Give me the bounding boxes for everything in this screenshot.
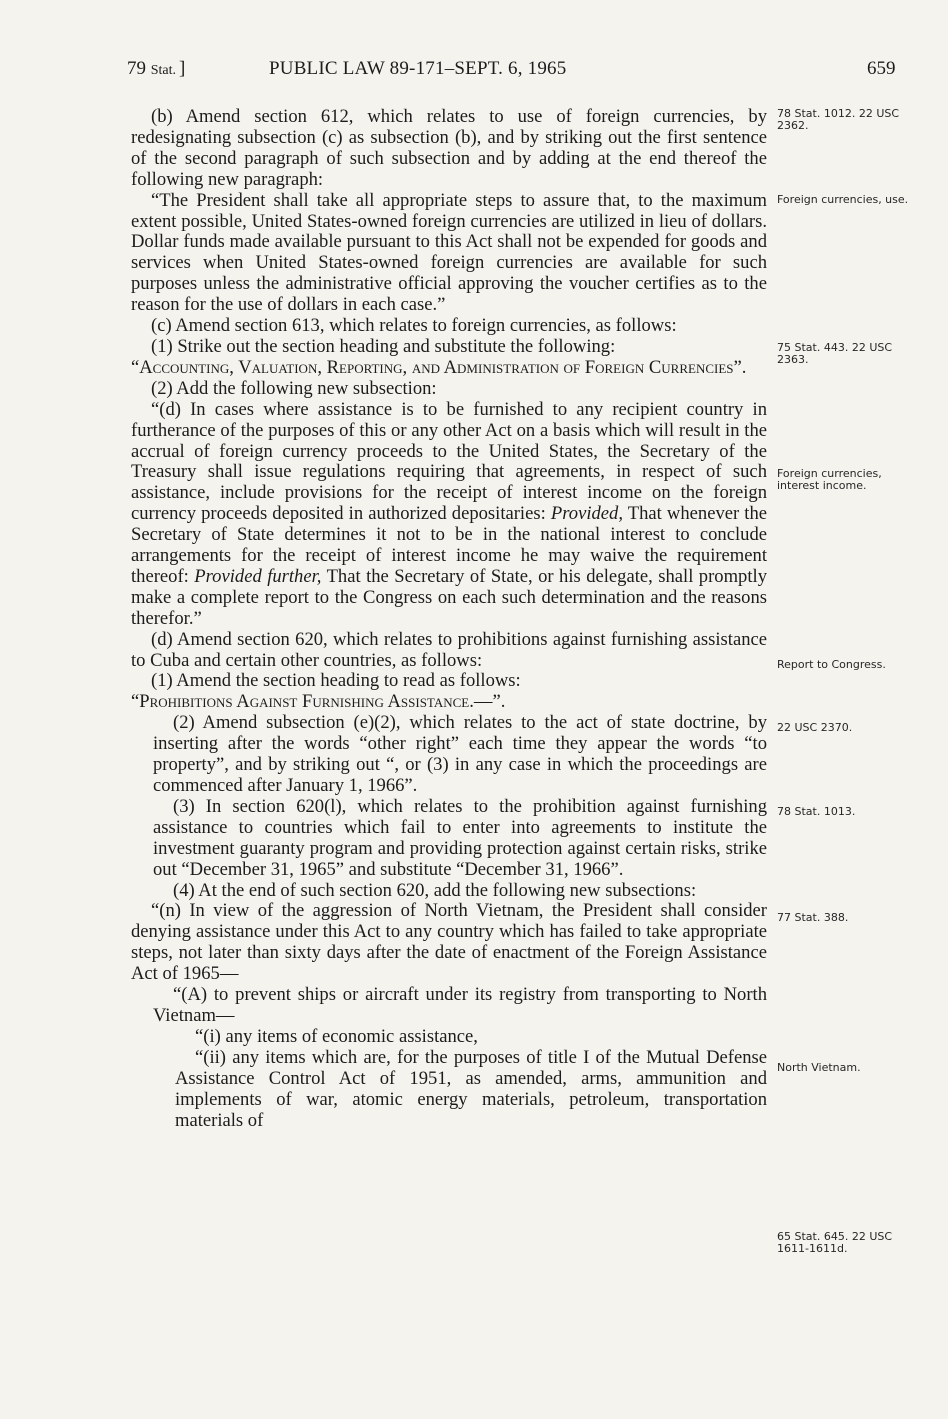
margin-note-interest-income: Foreign currencies, interest income. [777,467,882,492]
paragraph-d-text-c: That the Secretary of State, or his delegate, shall promptly make a complete report to the Congress on each such determination and the reasons therefor.” [131,565,767,629]
margin-note-77-stat-388: 77 Stat. 388. [777,911,849,924]
paragraph-d3-section-620l: (3) In section 620(l), which relates to the prohibition against furnishing assistance to countries which fail to enter into agreements to institute the investment guaranty program and providing protection against certain risks, strike out “December 31, 1965” and substitute “December 31, 1966”. [153,795,767,880]
section-heading-accounting: “Accounting, Valuation, Reporting, and Administration of Foreign Currencies”. [131,356,747,378]
paragraph-d-interest-income [131,400,767,630]
paragraph-c1-strike-heading: (1) Strike out the section heading and substitute the following: [151,335,616,357]
paragraph-d1-amend-heading: (1) Amend the section heading to read as follows: [151,670,521,692]
margin-note-75-stat-443: 75 Stat. 443. 22 USC 2363. [777,341,893,366]
volume-label: Stat. [150,63,177,78]
paragraph-c-section-613: (c) Amend section 613, which relates to foreign currencies, as follows: [151,315,677,337]
margin-note-78-stat-1012: 78 Stat. 1012. 22 USC 2362. [777,107,900,132]
paragraph-d-text-a: “(d) In cases where assistance is to be furnished to any recipient country in furtherance of the purposes of this or any other Act on a basis which will result in the accrual of foreign currency proceeds to the United States, the Secretary of the Treasury shall issue regulations requiring that agreements, in respect of such assistance, include provisions for the receipt of interest income on the foreign currency proceeds deposited in authorized depositaries: [131,398,767,525]
running-title: PUBLIC LAW 89-171–SEPT. 6, 1965 [269,58,567,79]
volume-reference [127,58,185,80]
statute-body [131,107,767,1131]
margin-note-78-stat-1013: 78 Stat. 1013. [777,805,856,818]
provided-clause: Provided, [550,503,623,525]
section-heading-prohibitions: “Prohibitions Against Furnishing Assistance.—”. [131,691,506,713]
paragraph-i-economic-assistance: “(i) any items of economic assistance, [195,1025,478,1047]
margin-note-65-stat-645: 65 Stat. 645. 22 USC 1611-1611d. [777,1230,893,1255]
volume-bracket: ] [179,58,186,79]
page-number: 659 [867,58,896,79]
margin-note-22-usc-2370: 22 USC 2370. [777,721,853,734]
paragraph-d4-new-subsections: (4) At the end of such section 620, add the following new subsections: [173,879,697,901]
paragraph-president-currencies: “The President shall take all appropriate steps to assure that, to the maximum extent possible, United States-owned foreign currencies are utilized in lieu of dollars. Dollar funds made available pursuant to this Act shall not be expended for goods and services when United States-owned foreign currencies are available for such purposes unless the administrative official approving the voucher certifies as to the reason for the use of dollars in each case.” [131,189,767,316]
paragraph-A-ships-aircraft: “(A) to prevent ships or aircraft under its registry from transporting to North Vietnam— [153,984,767,1026]
paragraph-d-section-620: (d) Amend section 620, which relates to prohibitions against furnishing assistance to Cuba and certain other countries, as follows: [131,628,767,671]
provided-further-clause: Provided further, [194,565,322,587]
margin-note-foreign-currencies-use: Foreign currencies, use. [777,193,909,206]
paragraph-n-north-vietnam: “(n) In view of the aggression of North Vietnam, the President shall consider denying assistance under this Act to any country which has failed to take appropriate steps, not later than sixty days after the date of enactment of the Foreign Assistance Act of 1965— [131,900,767,985]
paragraph-c2-add-subsection: (2) Add the following new subsection: [151,377,437,399]
margin-note-report-to-congress: Report to Congress. [777,658,886,671]
paragraph-b-section-612: (b) Amend section 612, which relates to use of foreign currencies, by redesignating subsection (c) as subsection (b), and by striking out the first sentence of the second paragraph of such subsection and by adding at the end thereof the following new paragraph: [131,106,767,190]
margin-note-north-vietnam: North Vietnam. [777,1061,861,1074]
paragraph-ii-arms: “(ii) any items which are, for the purposes of title I of the Mutual Defense Assistance Control Act of 1951, as amended, arms, ammunition and implements of war, atomic energy materials, petroleum, transportation materials of [175,1046,767,1131]
volume-number: 79 [127,58,146,79]
paragraph-d2-act-of-state: (2) Amend subsection (e)(2), which relates to the act of state doctrine, by inserting after the words “other right” each time they appear the words “to property”, and by striking out “, or (3) in any case in which the proceedings are commenced after January 1, 1966”. [153,712,767,796]
paragraph-d-text-b: That whenever the Secretary of State determines it not to be in the national interest to conclude arrangements for the receipt of interest income he may waive the requirement thereof: [131,503,768,587]
